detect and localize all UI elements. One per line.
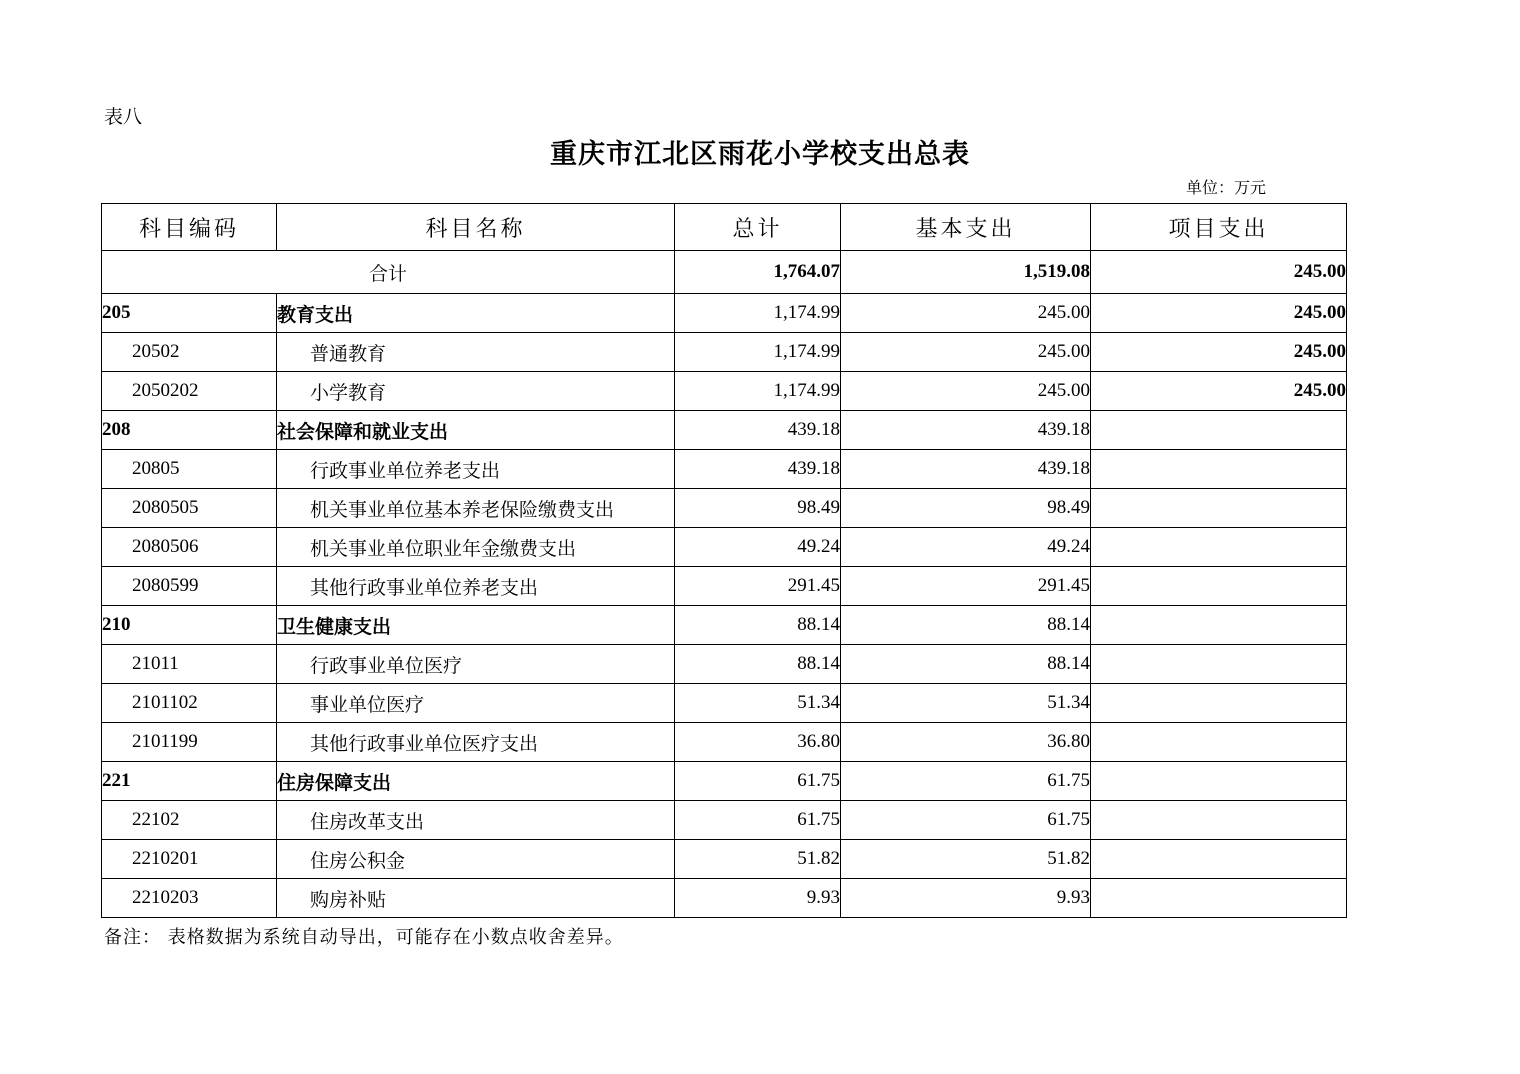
row-project: 245.00 (1091, 372, 1347, 411)
row-total: 439.18 (675, 450, 841, 489)
table-row (102, 528, 1347, 567)
table-row (102, 684, 1347, 723)
row-name: 住房改革支出 (277, 801, 675, 840)
row-code: 2050202 (102, 372, 277, 411)
header-code: 科目编码 (102, 204, 277, 251)
table-header-row (102, 204, 1347, 251)
row-name: 住房公积金 (277, 840, 675, 879)
total-row (102, 251, 1347, 294)
row-project (1091, 489, 1347, 528)
table-row (102, 489, 1347, 528)
row-code: 2101199 (102, 723, 277, 762)
row-code: 20805 (102, 450, 277, 489)
table-row (102, 450, 1347, 489)
row-project (1091, 840, 1347, 879)
row-name: 其他行政事业单位养老支出 (277, 567, 675, 606)
row-basic: 61.75 (841, 801, 1091, 840)
footnote: 备注： 表格数据为系统自动导出，可能存在小数点收舍差异。 (104, 927, 624, 948)
row-name: 机关事业单位基本养老保险缴费支出 (277, 489, 675, 528)
row-name: 普通教育 (277, 333, 675, 372)
row-name: 教育支出 (277, 294, 675, 333)
row-name: 卫生健康支出 (277, 606, 675, 645)
row-code: 221 (102, 762, 277, 801)
header-name: 科目名称 (277, 204, 675, 251)
table-row (102, 645, 1347, 684)
expenditure-table (101, 203, 1347, 918)
table-row (102, 333, 1347, 372)
row-total: 51.82 (675, 840, 841, 879)
row-project (1091, 567, 1347, 606)
row-name: 住房保障支出 (277, 762, 675, 801)
row-project (1091, 528, 1347, 567)
row-code: 2080505 (102, 489, 277, 528)
table-row (102, 879, 1347, 918)
row-project (1091, 762, 1347, 801)
row-total: 36.80 (675, 723, 841, 762)
page-title: 重庆市江北区雨花小学校支出总表 (550, 139, 970, 170)
unit-label: 单位：万元 (1186, 178, 1267, 197)
table-body (102, 251, 1347, 918)
row-project (1091, 606, 1347, 645)
row-basic: 245.00 (841, 333, 1091, 372)
row-basic: 88.14 (841, 606, 1091, 645)
row-basic: 245.00 (841, 372, 1091, 411)
row-code: 2080506 (102, 528, 277, 567)
row-code: 2210201 (102, 840, 277, 879)
row-name: 行政事业单位医疗 (277, 645, 675, 684)
row-code: 2101102 (102, 684, 277, 723)
total-label: 合计 (102, 251, 675, 294)
row-basic: 9.93 (841, 879, 1091, 918)
row-total: 98.49 (675, 489, 841, 528)
row-name: 其他行政事业单位医疗支出 (277, 723, 675, 762)
row-code: 21011 (102, 645, 277, 684)
row-basic: 61.75 (841, 762, 1091, 801)
row-total: 291.45 (675, 567, 841, 606)
row-code: 205 (102, 294, 277, 333)
table-row (102, 801, 1347, 840)
row-project (1091, 411, 1347, 450)
table-row (102, 606, 1347, 645)
row-project: 245.00 (1091, 294, 1347, 333)
total-project: 245.00 (1091, 251, 1347, 294)
row-code: 20502 (102, 333, 277, 372)
row-name: 行政事业单位养老支出 (277, 450, 675, 489)
header-total: 总计 (675, 204, 841, 251)
row-total: 88.14 (675, 606, 841, 645)
table-row (102, 762, 1347, 801)
header-project: 项目支出 (1091, 204, 1347, 251)
table-row (102, 411, 1347, 450)
row-total: 1,174.99 (675, 333, 841, 372)
row-total: 88.14 (675, 645, 841, 684)
row-basic: 439.18 (841, 450, 1091, 489)
row-basic: 245.00 (841, 294, 1091, 333)
row-total: 61.75 (675, 801, 841, 840)
row-code: 2080599 (102, 567, 277, 606)
row-name: 事业单位医疗 (277, 684, 675, 723)
table-row (102, 372, 1347, 411)
table-row (102, 840, 1347, 879)
total-total: 1,764.07 (675, 251, 841, 294)
row-total: 51.34 (675, 684, 841, 723)
row-total: 439.18 (675, 411, 841, 450)
row-project (1091, 879, 1347, 918)
row-total: 1,174.99 (675, 294, 841, 333)
row-total: 61.75 (675, 762, 841, 801)
row-name: 机关事业单位职业年金缴费支出 (277, 528, 675, 567)
row-total: 49.24 (675, 528, 841, 567)
row-code: 22102 (102, 801, 277, 840)
row-project (1091, 723, 1347, 762)
row-basic: 439.18 (841, 411, 1091, 450)
row-project (1091, 801, 1347, 840)
row-code: 2210203 (102, 879, 277, 918)
row-name: 小学教育 (277, 372, 675, 411)
row-code: 210 (102, 606, 277, 645)
row-code: 208 (102, 411, 277, 450)
row-basic: 51.82 (841, 840, 1091, 879)
table-row (102, 294, 1347, 333)
row-basic: 51.34 (841, 684, 1091, 723)
row-basic: 98.49 (841, 489, 1091, 528)
table-row (102, 567, 1347, 606)
row-basic: 36.80 (841, 723, 1091, 762)
row-basic: 88.14 (841, 645, 1091, 684)
table-row (102, 723, 1347, 762)
row-basic: 291.45 (841, 567, 1091, 606)
row-project (1091, 450, 1347, 489)
row-name: 购房补贴 (277, 879, 675, 918)
row-total: 1,174.99 (675, 372, 841, 411)
header-basic: 基本支出 (841, 204, 1091, 251)
row-project: 245.00 (1091, 333, 1347, 372)
row-project (1091, 684, 1347, 723)
row-project (1091, 645, 1347, 684)
total-basic: 1,519.08 (841, 251, 1091, 294)
row-total: 9.93 (675, 879, 841, 918)
row-name: 社会保障和就业支出 (277, 411, 675, 450)
row-basic: 49.24 (841, 528, 1091, 567)
table-label: 表八 (104, 106, 143, 128)
